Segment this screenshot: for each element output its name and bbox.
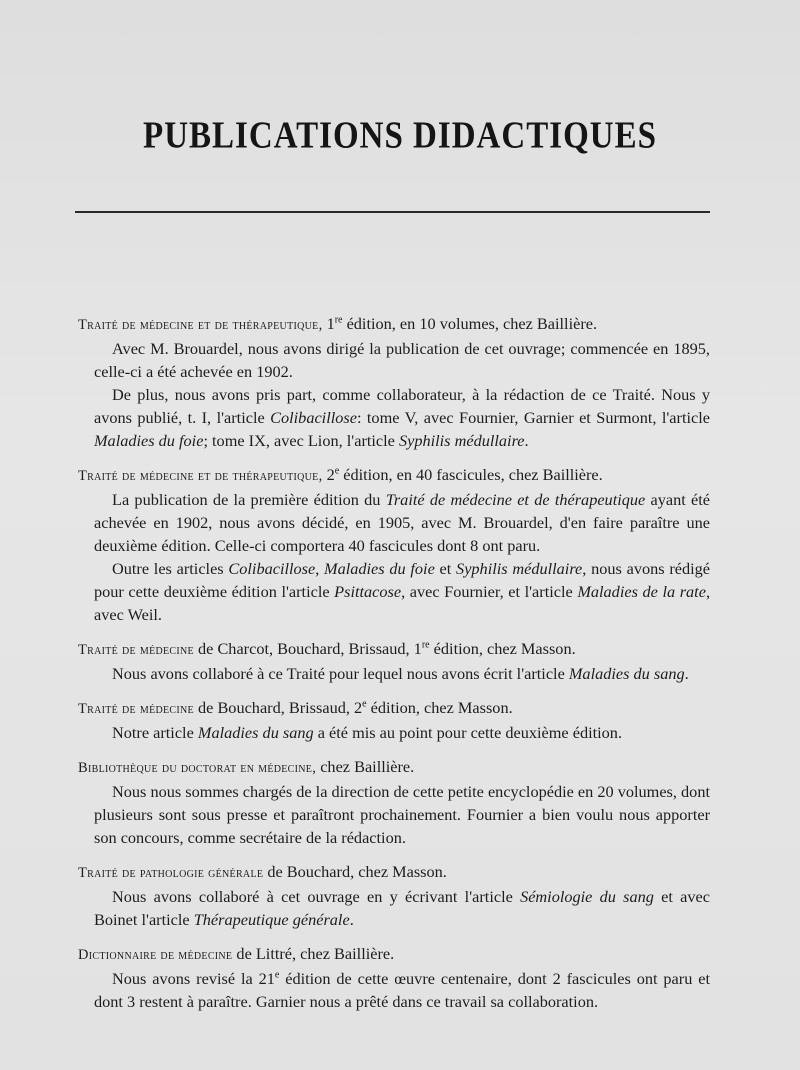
entry-heading-title: Traité de médecine et de thérapeutique, — [78, 468, 323, 484]
publication-list — [78, 312, 710, 1024]
entry-body — [78, 721, 710, 744]
entry-heading-title: Traité de médecine et de thérapeutique, — [78, 317, 323, 333]
entry-heading-title: Traité de médecine — [78, 642, 194, 658]
entry-heading-details: de Charcot, Bouchard, Brissaud, 1re édition, chez Masson. — [193, 639, 576, 658]
entry-heading-title: Dictionnaire de médecine — [78, 947, 233, 963]
entry-paragraph: Nous avons revisé la 21e édition de cette œuvre centenaire, dont 2 fascicules ont paru et dont 3 restent à paraître. Garnier nous a prêté dans ce travail sa collaboration. — [94, 969, 711, 1011]
publication-entry — [78, 860, 710, 931]
entry-body — [78, 967, 710, 1013]
entry-heading — [78, 696, 710, 721]
entry-paragraph: Notre article Maladies du sang a été mis au point pour cette deuxième édition. — [112, 723, 623, 742]
entry-heading-details: 2e édition, en 40 fascicules, chez Baillière. — [322, 465, 603, 484]
entry-body — [78, 337, 710, 452]
entry-paragraph: Avec M. Brouardel, nous avons dirigé la publication de cet ouvrage; commencée en 1895, celle-ci a été achevée en 1902. — [94, 339, 710, 381]
entry-heading-details: 1re édition, en 10 volumes, chez Baillière. — [322, 314, 598, 333]
entry-heading-details: de Bouchard, Brissaud, 2e édition, chez Masson. — [193, 698, 513, 717]
entry-body — [78, 662, 710, 685]
entry-heading — [78, 637, 710, 662]
entry-paragraph: La publication de la première édition du Traité de médecine et de thérapeutique ayant été achevée en 1902, nous avons décidé, en 1905, avec M. Brouardel, d'en faire paraître une deuxième édition. Celle-ci comportera 40 fascicules dont 8 ont paru. — [94, 490, 711, 555]
entry-heading-details: de Bouchard, chez Masson. — [263, 862, 447, 881]
entry-heading-title: Bibliothèque du doctorat en médecine, — [78, 760, 317, 776]
entry-paragraph: Nous nous sommes chargés de la direction de cette petite encyclopédie en 20 volumes, dont plusieurs sont sous presse et paraîtront prochainement. Fournier a bien voulu nous apporter son concours, comme secrétaire de la rédaction. — [94, 782, 710, 847]
entry-heading-details: chez Baillière. — [316, 757, 415, 776]
entry-paragraph: De plus, nous avons pris part, comme collaborateur, à la rédaction de ce Traité. Nous y avons publié, t. I, l'article Colibacillose: tome V, avec Fournier, Garnier et Surmont, l'article Maladies du foie; tome IX, avec Lion, l'article Syphilis médullaire. — [94, 385, 710, 450]
publication-entry — [78, 312, 710, 452]
entry-heading-title: Traité de médecine — [78, 701, 194, 717]
entry-heading — [78, 755, 710, 780]
entry-heading-details: de Littré, chez Baillière. — [232, 944, 395, 963]
entry-heading — [78, 942, 710, 967]
entry-paragraph: Nous avons collaboré à ce Traité pour lequel nous avons écrit l'article Maladies du sang. — [112, 664, 689, 683]
publication-entry — [78, 696, 710, 744]
publication-entry — [78, 942, 710, 1013]
entry-heading — [78, 463, 710, 488]
entry-body — [78, 488, 710, 626]
publication-entry — [78, 637, 710, 685]
publication-entry — [78, 463, 710, 626]
entry-heading — [78, 860, 710, 885]
page-title: PUBLICATIONS DIDACTIQUES — [143, 115, 657, 157]
entry-body — [78, 780, 710, 849]
entry-paragraph: Outre les articles Colibacillose, Maladies du foie et Syphilis médullaire, nous avons rédigé pour cette deuxième édition l'article Psittacose, avec Fournier, et l'article Maladies de la rate, avec Weil. — [94, 559, 711, 624]
entry-body — [78, 885, 710, 931]
title-rule — [75, 211, 710, 213]
publication-entry — [78, 755, 710, 849]
entry-paragraph: Nous avons collaboré à cet ouvrage en y écrivant l'article Sémiologie du sang et avec Boinet l'article Thérapeutique générale. — [94, 887, 710, 929]
entry-heading-title: Traité de pathologie générale — [78, 865, 264, 881]
entry-heading — [78, 312, 710, 337]
